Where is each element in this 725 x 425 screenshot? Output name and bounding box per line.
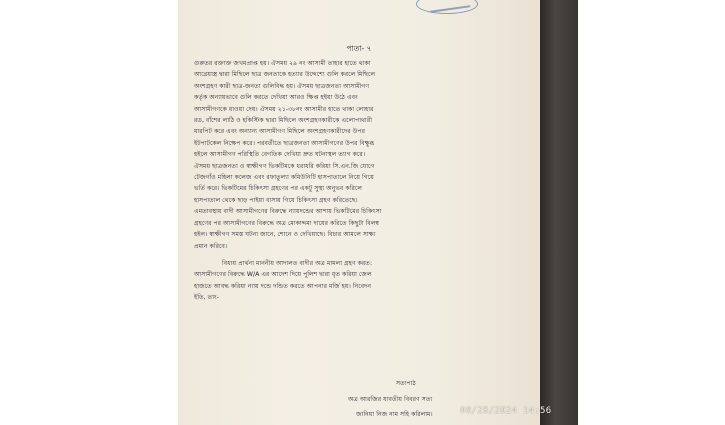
body-line: গুরুতর রক্তাক্ত জখমপ্রাপ্ত হয়। ঐসময় ২৯ নং আসামী তাহার হাতে থাকা [194, 60, 371, 67]
body-line: হইলে আসামীগণ পরিস্থিতি বেগতিক দেখিয়া দ্রুত ঘটনাস্থল ত্যাগ করে। [194, 151, 366, 159]
body-line: হাসপাতাল থেকে ছাড় পাইয়া বাসায় গিয়ে চিকিৎসা গ্রহণ করিতেছে। [194, 196, 358, 204]
document-photo [178, 0, 578, 425]
prayer-line: ইতি, তাং- [194, 294, 219, 302]
verification-title: সত্যপাঠ [396, 380, 416, 387]
body-line: অংশগ্রহণ কারী ছাত্র-জনতা গুলিবিদ্ধ হয়। ঐসময় ছাত্রজনতা আসামীগণ [194, 82, 370, 90]
dark-background-edge [540, 0, 578, 425]
camera-timestamp: 08/28/2024 14:56 [460, 406, 552, 416]
body-line: ঐসময় ছাত্রজনতা ও স্বাক্ষীগণ ভিকটিমকে ধরাধরি করিয়া সি.এন.জি যোগে [194, 162, 375, 170]
body-line: রড, বাঁশের লাঠি ও হকিস্টিক দ্বারা মিছিলে অংশগ্রহণকারীকে এলোপাথারী [194, 117, 373, 125]
body-line: ভর্তি করে। ভিকটিমের চিকিৎসা গ্রহণের পর একটু সুস্থ্য অনুভব করিলে [194, 185, 362, 193]
body-line: টেজগাঁও মহিলা কলেজ এবং রফাতুল্যা কমিউনিটি হাসপাতালে নিয়ে গিয়ে [194, 174, 374, 182]
body-line: গ্রহণের পর আসামীগণের বিরুদ্ধে অত্র মোকাদ্দমা দায়ের করিতে কিছুটা বিলম্ব [194, 219, 380, 227]
page-number: পাতা- ৭ [346, 44, 372, 53]
verification-line: অত্র আরজির যাবতীয় বিবরণ সত্য [348, 396, 433, 403]
body-line: এমতাবস্থায় বাদী আসামীগণের বিরুদ্ধে ন্যায়দন্ডের আশায় ভিকটিমের চিকিৎসা [194, 208, 382, 216]
prayer-line: বিধায় প্রার্থনা মাননীয় আদালত বাদীর অত্র মামলা গ্রহণ করত: [222, 259, 373, 267]
body-line: ইটপাটকেল নিক্ষেপ করে। পরবর্তীতে ছাত্রজনতা আসামীগণের উপর বিক্ষুব্ধ [194, 139, 375, 147]
body-line: আগ্নেয়াস্ত্র দ্বারা মিছিলে ছাত্র জনতাকে হত্যার উদ্দেশ্যে গুলি করলে মিছিলে [194, 71, 376, 79]
body-line: হইল। স্বাক্ষীগণ সমস্ত ঘটনা জানে, শোনে ও দেখিয়াছে। বিচার আমলে সাক্ষ্য [194, 231, 376, 239]
complaint-body [194, 58, 522, 304]
body-line: প্রমান করিবে। [194, 242, 228, 250]
paper-sheet [178, 0, 540, 425]
body-line: আসামীগণকে ধাওয়া দেয়। ঐসময় ২১-৩৮নং আসামীর হাতে থাকা লোহার [194, 105, 374, 113]
verification-line: জানিয়া নিজ নাম সহি করিলাম। [356, 411, 433, 418]
margin-stamp-note [516, 6, 536, 36]
body-line: মারপিট করে এবং অন্যান্য আসামীগণ মিছিলে অংশগ্রহণকারীদের উপর [194, 128, 365, 136]
body-line: কর্তৃক অন্যায়ভাবে গুলি করতে দেখিয়া আরও ক্ষিপ্ত হইয়া উঠে এবং [194, 94, 358, 102]
prayer-line: আসামীগণের বিরুদ্ধে W/A এর আদেশ দিয়ে পুলিশ দ্বারা ধৃত করিয়া জেল [194, 271, 372, 279]
prayer-line: হাজতে আবদ্ধ করিয়া ন্যায় দন্ডে দন্ডিত করতে আপনার মর্জি হয়। নিবেদন [194, 282, 372, 290]
